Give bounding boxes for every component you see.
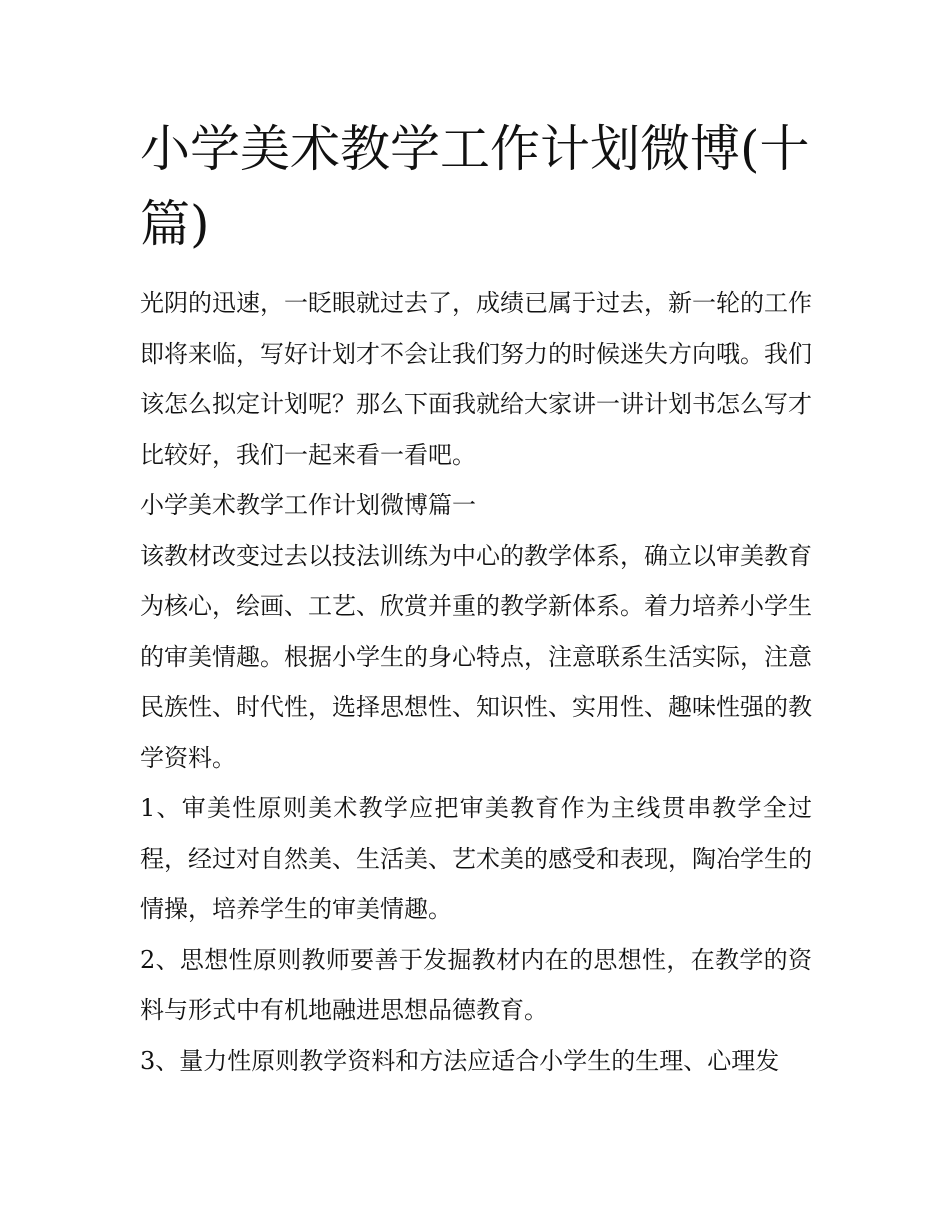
point-1-paragraph: 1、审美性原则美术教学应把审美教育作为主线贯串教学全过程，经过对自然美、生活美、艺术美的感受和表现，陶冶学生的情操，培养学生的审美情趣。 <box>140 794 812 923</box>
document-title: 小学美术教学工作计划微博(十篇) <box>140 120 810 253</box>
point-3-paragraph: 3、量力性原则教学资料和方法应适合小学生的生理、心理发 <box>140 1046 780 1075</box>
point-2-paragraph: 2、思想性原则教师要善于发掘教材内在的思想性，在教学的资料与形式中有机地融进思想品德教育。 <box>140 945 812 1024</box>
section-body-paragraph: 该教材改变过去以技法训练为中心的教学体系，确立以审美教育为核心，绘画、工艺、欣赏并重的教学新体系。着力培养小学生的审美情趣。根据小学生的身心特点，注意联系生活实际，注意民族性、时代性，选择思想性、知识性、实用性、趣味性强的教学资料。 <box>140 541 812 772</box>
document-page <box>140 112 812 1086</box>
intro-paragraph: 光阴的迅速，一眨眼就过去了，成绩已属于过去，新一轮的工作即将来临，写好计划才不会让我们努力的时候迷失方向哦。我们该怎么拟定计划呢？那么下面我就给大家讲一讲计划书怎么写才比较好，我们一起来看一看吧。 <box>140 289 812 469</box>
section-heading: 小学美术教学工作计划微博篇一 <box>140 491 476 519</box>
